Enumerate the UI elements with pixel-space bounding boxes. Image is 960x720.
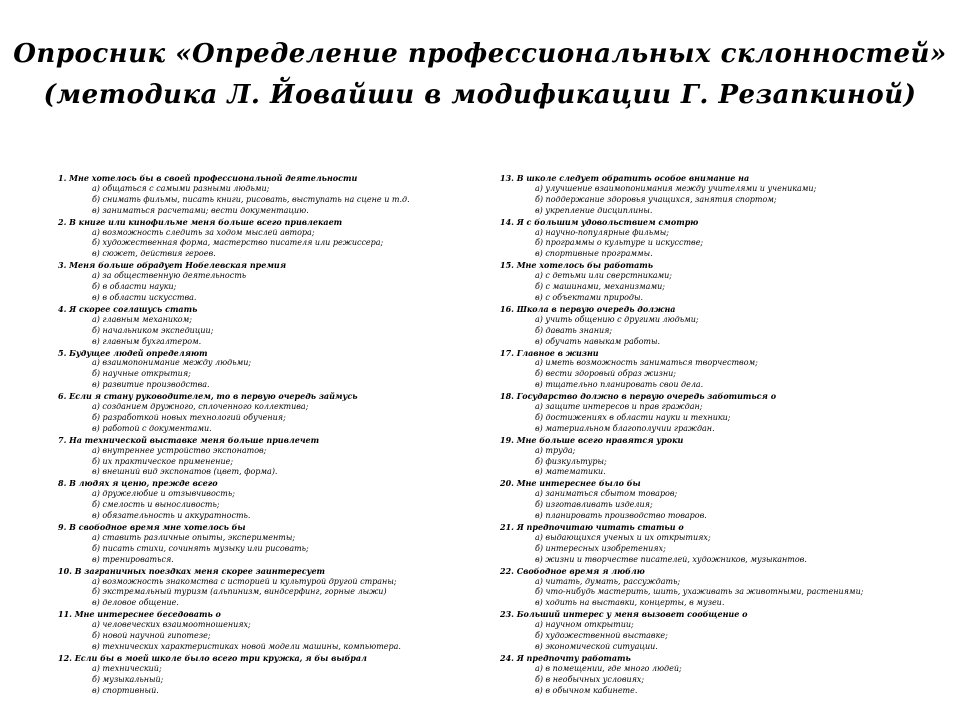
question-text: 1. Мне хотелось бы в своей профессиональной деятельности bbox=[58, 173, 358, 183]
question-text: 10. В заграничных поездках меня скорее заинтересует bbox=[58, 565, 326, 576]
question-block bbox=[58, 260, 458, 304]
question-block bbox=[500, 653, 920, 697]
answer-option: а) общаться с самыми разными людьми; bbox=[92, 183, 270, 193]
answer-option: в) главным бухгалтером. bbox=[92, 336, 202, 346]
answer-option: а) выдающихся ученых и их открытиях; bbox=[535, 532, 711, 542]
question-text: 14. Я с большим удовольствием смотрю bbox=[500, 216, 699, 227]
question-block bbox=[500, 435, 920, 479]
answer-option: б) писать стихи, сочинять музыку или рисовать; bbox=[92, 543, 309, 553]
question-text: 7. На технической выставке меня больше привлечет bbox=[58, 434, 320, 445]
answer-option: в) спортивный. bbox=[92, 685, 159, 695]
answer-option: а) читать, думать, рассуждать; bbox=[535, 576, 681, 586]
answer-option: а) иметь возможность заниматься творчеством; bbox=[535, 358, 758, 368]
question-block bbox=[58, 522, 458, 566]
answer-option: б) смелость и выносливость; bbox=[92, 500, 220, 510]
answer-option: б) начальником экспедиции; bbox=[92, 325, 214, 335]
questions-column-left bbox=[58, 173, 458, 697]
question-text: 9. В свободное время мне хотелось бы bbox=[58, 522, 246, 532]
answer-option: а) дружелюбие и отзывчивость; bbox=[92, 489, 235, 499]
answer-option: а) ставить различные опыты, эксперименты; bbox=[92, 532, 296, 542]
question-text: 16. Школа в первую очередь должна bbox=[500, 303, 676, 314]
question-text: 12. Если бы в моей школе было всего три кружка, я бы выбрал bbox=[58, 652, 367, 663]
question-text: 24. Я предпочту работать bbox=[500, 652, 631, 663]
question-text: 22. Свободное время я люблю bbox=[500, 565, 645, 576]
answer-option: а) за общественную деятельность bbox=[92, 271, 247, 281]
answer-option: б) экстремальный туризм (альпинизм, виндсерфинг, горные лыжи) bbox=[92, 587, 387, 597]
question-block bbox=[58, 609, 458, 653]
answer-option: в) деловое общение. bbox=[92, 598, 179, 608]
answer-option: в) работой с документами. bbox=[92, 423, 212, 433]
answer-option: а) внутреннее устройство экспонатов; bbox=[92, 445, 267, 455]
answer-option: в) математики. bbox=[535, 467, 606, 477]
answer-option: в) тщательно планировать свои дела. bbox=[535, 380, 704, 390]
question-text: 17. Главное в жизни bbox=[500, 347, 599, 358]
answer-option: в) сюжет, действия героев. bbox=[92, 249, 216, 259]
question-block bbox=[500, 173, 920, 217]
question-text: 20. Мне интереснее было бы bbox=[500, 478, 641, 489]
question-text: 4. Я скорее соглашусь стать bbox=[58, 303, 198, 314]
answer-option: в) укрепление дисциплины. bbox=[535, 205, 653, 215]
question-block bbox=[500, 609, 920, 653]
answer-option: в) экономической ситуации. bbox=[535, 641, 658, 651]
question-block bbox=[58, 566, 458, 610]
question-block bbox=[500, 260, 920, 304]
answer-option: б) художественной выставке; bbox=[535, 631, 668, 641]
question-text: 2. В книге или кинофильме меня больше всего привлекает bbox=[58, 216, 343, 227]
answer-option: а) заниматься сбытом товаров; bbox=[535, 489, 678, 499]
question-block bbox=[500, 566, 920, 610]
answer-option: в) тренироваться. bbox=[92, 554, 174, 564]
answer-option: б) в необычных условиях; bbox=[535, 674, 645, 684]
answer-option: а) с детьми или сверстниками; bbox=[535, 271, 672, 281]
answer-option: а) улучшение взаимопонимания между учителями и учениками; bbox=[535, 183, 817, 193]
question-block bbox=[500, 217, 920, 261]
answer-option: а) защите интересов и прав граждан; bbox=[535, 402, 703, 412]
answer-option: б) художественная форма, мастерство писателя или режиссера; bbox=[92, 238, 384, 248]
answer-option: б) их практическое применение; bbox=[92, 456, 234, 466]
answer-option: а) созданием дружного, сплоченного коллектива; bbox=[92, 402, 309, 412]
answer-option: б) физкультуры; bbox=[535, 456, 607, 466]
answer-option: а) возможность знакомства с историей и культурой другой страны; bbox=[92, 576, 397, 586]
page-title bbox=[0, 34, 960, 116]
question-block bbox=[58, 304, 458, 348]
question-block bbox=[58, 391, 458, 435]
answer-option: б) с машинами, механизмами; bbox=[535, 282, 665, 292]
answer-option: в) с объектами природы. bbox=[535, 292, 644, 302]
answer-option: в) заниматься расчетами; вести документацию. bbox=[92, 205, 309, 215]
answer-option: в) внешний вид экспонатов (цвет, форма). bbox=[92, 467, 278, 477]
answer-option: в) жизни и творчестве писателей, художников, музыкантов. bbox=[535, 554, 807, 564]
answer-option: б) интересных изобретениях; bbox=[535, 543, 666, 553]
answer-option: б) музыкальный; bbox=[92, 674, 164, 684]
answer-option: б) снимать фильмы, писать книги, рисовать, выступать на сцене и т.д. bbox=[92, 194, 410, 204]
answer-option: а) человеческих взаимоотношениях; bbox=[92, 620, 251, 630]
question-block bbox=[58, 217, 458, 261]
question-block bbox=[500, 304, 920, 348]
question-text: 8. В людях я ценю, прежде всего bbox=[58, 478, 218, 489]
question-text: 6. Если я стану руководителем, то в первую очередь займусь bbox=[58, 391, 358, 402]
answer-option: а) технический; bbox=[92, 663, 162, 673]
question-block bbox=[500, 522, 920, 566]
question-block bbox=[58, 173, 458, 217]
answer-option: а) возможность следить за ходом мыслей автора; bbox=[92, 227, 315, 237]
answer-option: б) что-нибудь мастерить, шить, ухаживать за животными, растениями; bbox=[535, 587, 864, 597]
questions-column-right bbox=[500, 173, 920, 697]
answer-option: в) спортивные программы. bbox=[535, 249, 653, 259]
question-text: 11. Мне интереснее беседовать о bbox=[58, 609, 221, 620]
question-block bbox=[58, 435, 458, 479]
answer-option: а) в помещении, где много людей; bbox=[535, 663, 682, 673]
title-line-2: (методика Л. Йовайши в модификации Г. Резапкиной) bbox=[43, 80, 917, 110]
question-text: 13. В школе следует обратить особое внимание на bbox=[500, 173, 750, 183]
answer-option: б) новой научной гипотезе; bbox=[92, 631, 211, 641]
question-block bbox=[500, 478, 920, 522]
answer-option: а) научном открытии; bbox=[535, 620, 634, 630]
answer-option: б) вести здоровый образ жизни; bbox=[535, 369, 676, 379]
answer-option: а) главным механиком; bbox=[92, 314, 192, 324]
answer-option: б) поддержание здоровья учащихся, занятия спортом; bbox=[535, 194, 777, 204]
answer-option: б) научные открытия; bbox=[92, 369, 191, 379]
question-block bbox=[58, 348, 458, 392]
question-block bbox=[58, 478, 458, 522]
question-text: 23. Больший интерес у меня вызовет сообщение о bbox=[500, 609, 748, 620]
question-block bbox=[500, 348, 920, 392]
question-text: 3. Меня больше обрадует Нобелевская премия bbox=[58, 260, 287, 271]
answer-option: б) изготавливать изделия; bbox=[535, 500, 653, 510]
answer-option: а) взаимопонимание между людьми; bbox=[92, 358, 252, 368]
answer-option: в) ходить на выставки, концерты, в музеи. bbox=[535, 598, 725, 608]
answer-option: б) разработкой новых технологий обучения; bbox=[92, 412, 286, 422]
answer-option: в) развитие производства. bbox=[92, 380, 210, 390]
question-block bbox=[500, 391, 920, 435]
question-block bbox=[58, 653, 458, 697]
answer-option: в) в области искусства. bbox=[92, 292, 197, 302]
answer-option: б) давать знания; bbox=[535, 325, 613, 335]
answer-option: в) технических характеристиках новой модели машины, компьютера. bbox=[92, 641, 401, 651]
answer-option: б) достижениях в области науки и техники; bbox=[535, 412, 731, 422]
answer-option: а) научно-популярные фильмы; bbox=[535, 227, 669, 237]
question-text: 21. Я предпочитаю читать статьи о bbox=[500, 522, 684, 532]
answer-option: б) программы о культуре и искусстве; bbox=[535, 238, 704, 248]
question-text: 15. Мне хотелось бы работать bbox=[500, 260, 654, 271]
answer-option: в) материальном благополучии граждан. bbox=[535, 423, 715, 433]
question-text: 18. Государство должно в первую очередь заботиться о bbox=[500, 391, 777, 402]
answer-option: в) планировать производство товаров. bbox=[535, 511, 707, 521]
answer-option: б) в области науки; bbox=[92, 282, 177, 292]
answer-option: в) обязательность и аккуратность. bbox=[92, 511, 251, 521]
answer-option: а) труда; bbox=[535, 445, 576, 455]
answer-option: в) обучать навыкам работы. bbox=[535, 336, 661, 346]
question-text: 5. Будущее людей определяют bbox=[58, 347, 208, 358]
answer-option: в) в обычном кабинете. bbox=[535, 685, 638, 695]
answer-option: а) учить общению с другими людьми; bbox=[535, 314, 699, 324]
question-text: 19. Мне больше всего нравятся уроки bbox=[500, 434, 684, 445]
title-line-1: Опросник «Определение профессиональных склонностей» bbox=[13, 39, 947, 69]
